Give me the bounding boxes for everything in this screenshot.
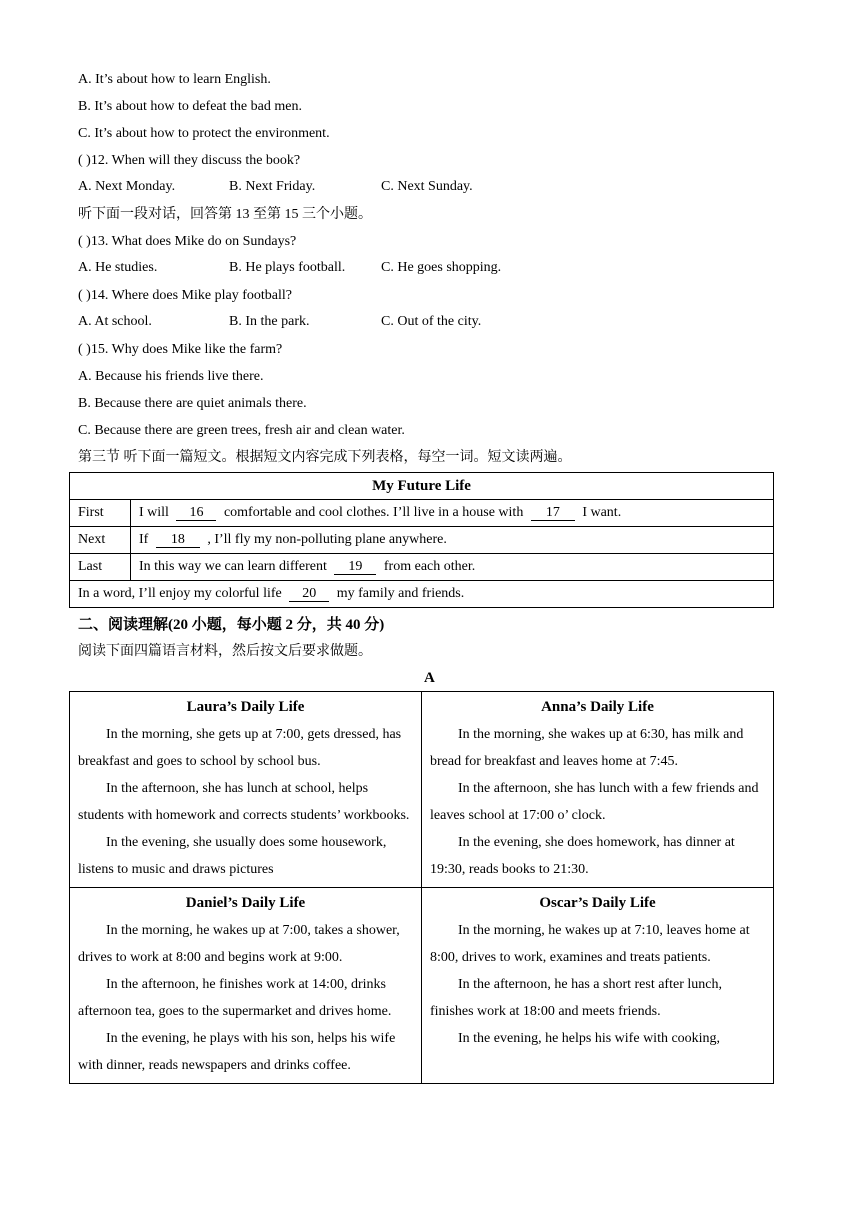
daniel-cell <box>70 888 422 1084</box>
anna-p1: In the morning, she wakes up at 6:30, has milk and bread for breakfast and leaves home at 7:45. <box>430 727 744 769</box>
blank-20: 20 <box>289 587 329 602</box>
anna-title: Anna’s Daily Life <box>541 699 654 715</box>
blank-16: 16 <box>176 506 216 521</box>
table-row <box>70 500 774 527</box>
table-row <box>70 554 774 581</box>
oscar-cell <box>422 888 774 1084</box>
row-label-next: Next <box>70 527 131 554</box>
passage-label: A <box>424 670 435 686</box>
blank-17: 17 <box>531 506 575 521</box>
laura-cell <box>70 692 422 888</box>
q15-option-a: A. Because his friends live there. <box>78 369 264 384</box>
q12-option-c: C. Next Sunday. <box>381 179 473 194</box>
anna-p3: In the evening, she does homework, has dinner at 19:30, reads books to 21:30. <box>430 835 735 877</box>
oscar-p1: In the morning, he wakes up at 7:10, leaves home at 8:00, drives to work, examines and treats patients. <box>430 923 750 965</box>
future-life-table <box>69 472 774 608</box>
q15-option-c: C. Because there are green trees, fresh air and clean water. <box>78 423 405 438</box>
q14-option-c: C. Out of the city. <box>381 314 482 329</box>
q13-option-a: A. He studies. <box>78 260 158 275</box>
dialog-instruction: 听下面一段对话，回答第 13 至第 15 三个小题。 <box>78 207 372 222</box>
q11-option-a: A. It’s about how to learn English. <box>78 72 271 87</box>
q13-stem: ( )13. What does Mike do on Sundays? <box>78 234 297 249</box>
row-text: my family and friends. <box>336 586 465 601</box>
row-text: If <box>139 532 149 547</box>
table-row <box>70 527 774 554</box>
q11-option-b: B. It’s about how to defeat the bad men. <box>78 99 302 114</box>
row-text: I want. <box>582 505 622 520</box>
daniel-p3: In the evening, he plays with his son, helps his wife with dinner, reads newspapers and drinks coffee. <box>78 1031 396 1073</box>
blank-18: 18 <box>156 533 200 548</box>
row-text: In a word, I’ll enjoy my colorful life <box>78 586 282 601</box>
q12-option-b: B. Next Friday. <box>229 179 316 194</box>
row-text: In this way we can learn different <box>139 559 327 574</box>
row-content-next <box>131 527 774 554</box>
q14-option-a: A. At school. <box>78 314 152 329</box>
q12-stem: ( )12. When will they discuss the book? <box>78 153 301 168</box>
daniel-title: Daniel’s Daily Life <box>185 895 306 911</box>
laura-p1: In the morning, she gets up at 7:00, gets dressed, has breakfast and goes to school by school bus. <box>78 727 402 769</box>
oscar-p2: In the afternoon, he has a short rest after lunch, finishes work at 18:00 and meets friends. <box>430 977 722 1019</box>
blank-19: 19 <box>334 560 376 575</box>
q15-option-b: B. Because there are quiet animals there. <box>78 396 307 411</box>
row-text: comfortable and cool clothes. I’ll live in a house with <box>223 505 524 520</box>
future-table-footer <box>70 581 774 608</box>
anna-cell <box>422 692 774 888</box>
part2-instruction: 阅读下面四篇语言材料，然后按文后要求做题。 <box>78 644 372 659</box>
q13-option-b: B. He plays football. <box>229 260 346 275</box>
daniel-p2: In the afternoon, he finishes work at 14:00, drinks afternoon tea, goes to the supermarket and drives home. <box>78 977 392 1019</box>
daily-life-table <box>69 691 774 1084</box>
row-text: from each other. <box>383 559 476 574</box>
laura-p3: In the evening, she usually does some housework, listens to music and draws pictures <box>78 835 387 877</box>
laura-title: Laura’s Daily Life <box>186 699 305 715</box>
q12-option-a: A. Next Monday. <box>78 179 176 194</box>
row-content-last <box>131 554 774 581</box>
section3-instruction: 第三节 听下面一篇短文。根据短文内容完成下列表格，每空一词。短文读两遍。 <box>78 450 572 465</box>
q11-option-c: C. It’s about how to protect the environment. <box>78 126 330 141</box>
q13-option-c: C. He goes shopping. <box>381 260 502 275</box>
oscar-title: Oscar’s Daily Life <box>539 895 656 911</box>
row-label-first: First <box>70 500 131 527</box>
q15-stem: ( )15. Why does Mike like the farm? <box>78 342 283 357</box>
row-text: I will <box>139 505 169 520</box>
row-content-first <box>131 500 774 527</box>
oscar-p3: In the evening, he helps his wife with cooking, <box>458 1031 721 1046</box>
daniel-p1: In the morning, he wakes up at 7:00, takes a shower, drives to work at 8:00 and begins work at 9:00. <box>78 923 400 965</box>
q14-stem: ( )14. Where does Mike play football? <box>78 288 292 303</box>
anna-p2: In the afternoon, she has lunch with a few friends and leaves school at 17:00 o’ clock. <box>430 781 759 823</box>
table-row <box>70 581 774 608</box>
row-text: , I’ll fly my non-polluting plane anywhere. <box>207 532 447 547</box>
laura-p2: In the afternoon, she has lunch at school, helps students with homework and corrects students’ workbooks. <box>78 781 410 823</box>
q14-option-b: B. In the park. <box>229 314 310 329</box>
future-table-title: My Future Life <box>70 473 774 500</box>
part2-heading: 二、阅读理解(20 小题，每小题 2 分，共 40 分) <box>78 617 385 633</box>
row-label-last: Last <box>70 554 131 581</box>
